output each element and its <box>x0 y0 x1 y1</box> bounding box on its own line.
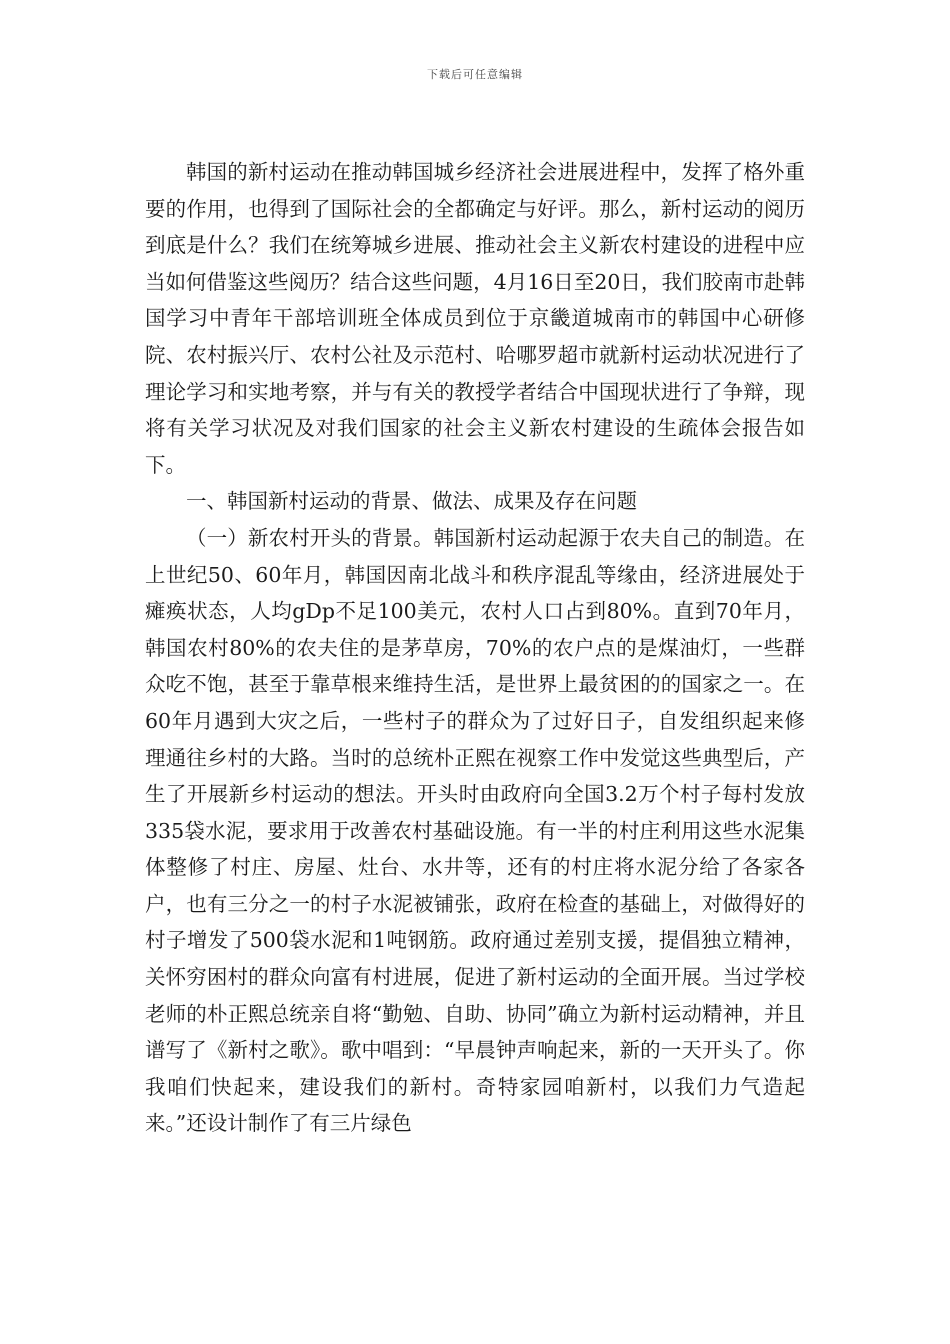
paragraph-background: （一）新农村开头的背景。韩国新村运动起源于农夫自己的制造。在上世纪50、60年月，韩国因南北战斗和秩序混乱等缘由，经济进展处于瘫痪状态，人均gDp不足100美元，农村人口占到80%。直到70年月，韩国农村80%的农夫住的是茅草房，70%的农户点的是煤油灯，一些群众吃不饱，甚至于靠草根来维持生活，是世界上最贫困的的国家之一。在60年月遇到大灾之后，一些村子的群众为了过好日子，自发组织起来修理通往乡村的大路。当时的总统朴正熙在视察工作中发觉这些典型后，产生了开展新乡村运动的想法。开头时由政府向全国3.2万个村子每村发放335袋水泥，要求用于改善农村基础设施。有一半的村庄利用这些水泥集体整修了村庄、房屋、灶台、水井等，还有的村庄将水泥分给了各家各户，也有三分之一的村子水泥被铺张，政府在检查的基础上，对做得好的村子增发了500袋水泥和1吨钢筋。政府通过差别支援，提倡独立精神，关怀穷困村的群众向富有村进展，促进了新村运动的全面开展。当过学校老师的朴正熙总统亲自将“勤勉、自助、协同”确立为新村运动精神，并且谱写了《新村之歌》。歌中唱到：“早晨钟声响起来，新的一天开头了。你我咱们快起来，建设我们的新村。奇特家园咱新村，以我们力气造起来。”还设计制作了有三片绿色 <box>145 525 805 1136</box>
header-note: 下载后可任意编辑 <box>427 68 523 81</box>
section-heading: 一、韩国新村运动的背景、做法、成果及存在问题 <box>186 489 637 514</box>
document-body <box>145 154 805 1142</box>
paragraph-intro: 韩国的新村运动在推动韩国城乡经济社会进展进程中，发挥了格外重要的作用，也得到了国际社会的全都确定与好评。那么，新村运动的阅历到底是什么？我们在统筹城乡进展、推动社会主义新农村建设的进程中应当如何借鉴这些阅历？结合这些问题，4月16日至20日，我们胶南市赴韩国学习中青年干部培训班全体成员到位于京畿道城南市的韩国中心研修院、农村振兴厅、农村公社及示范村、哈哪罗超市就新村运动状况进行了理论学习和实地考察，并与有关的教授学者结合中国现状进行了争辩，现将有关学习状况及对我们国家的社会主义新农村建设的生疏体会报告如下。 <box>145 160 805 477</box>
